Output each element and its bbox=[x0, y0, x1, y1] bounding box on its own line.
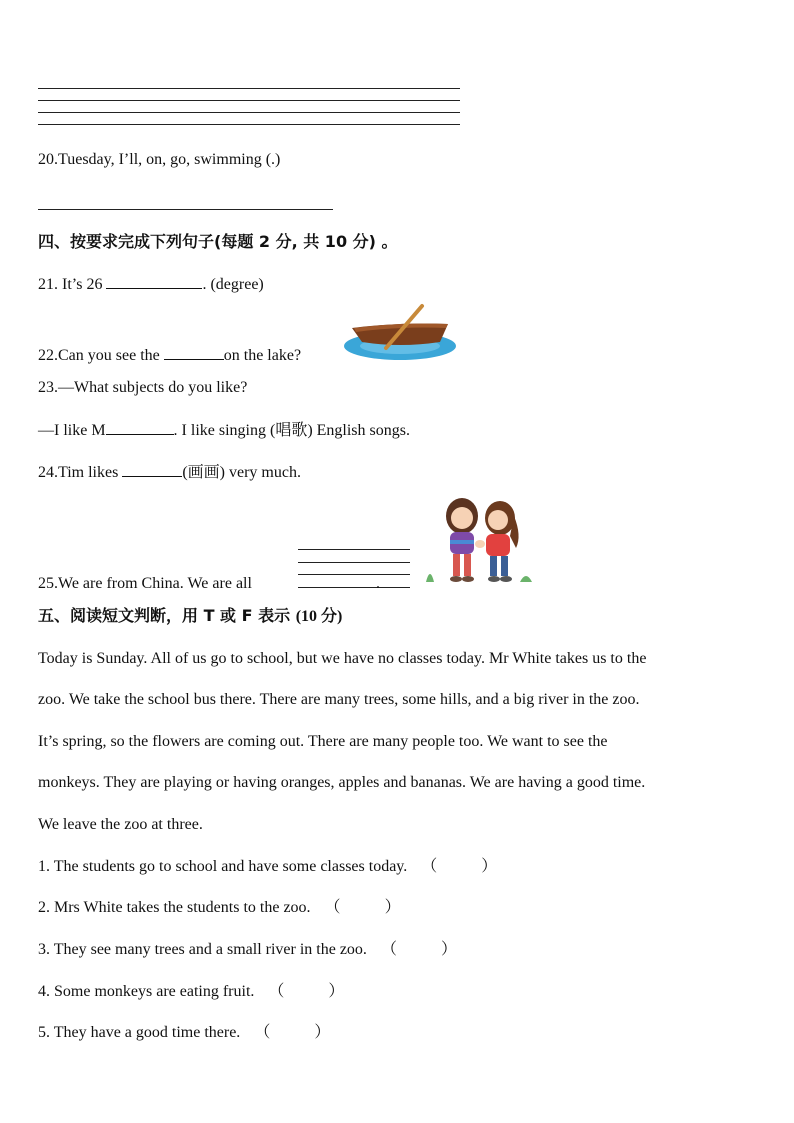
statement-1 bbox=[38, 857, 497, 877]
answer-paren-close: ） bbox=[314, 1024, 331, 1041]
q25-answer-line[interactable] bbox=[298, 549, 410, 550]
answer-paren-open: （ bbox=[254, 1024, 271, 1041]
q25-text-after: . bbox=[375, 575, 380, 592]
q21-blank[interactable] bbox=[106, 274, 202, 289]
boat-illustration bbox=[342, 302, 458, 362]
answer-23 bbox=[38, 420, 410, 441]
statement-text: 2. Mrs White takes the students to the zoo. bbox=[38, 899, 311, 916]
answer-paren-close: ） bbox=[384, 899, 401, 916]
q25-text-before: 25.We are from China. We are all bbox=[38, 575, 256, 592]
q22-blank[interactable] bbox=[164, 345, 224, 360]
q25-answer-line[interactable] bbox=[298, 562, 410, 563]
q22-text-before: 22.Can you see the bbox=[38, 347, 164, 364]
statement-text: 5. They have a good time there. bbox=[38, 1024, 241, 1041]
question-25 bbox=[38, 574, 380, 594]
girl-left bbox=[446, 498, 478, 582]
answer-paren-open: （ bbox=[421, 858, 438, 875]
answer-line bbox=[38, 112, 460, 113]
statement-text: 3. They see many trees and a small river in the zoo. bbox=[38, 941, 367, 958]
statement-5 bbox=[38, 1023, 330, 1043]
q24-text-before: 24.Tim likes bbox=[38, 464, 123, 481]
statement-2 bbox=[38, 898, 401, 918]
answer-paren-open: （ bbox=[268, 983, 285, 1000]
q23-blank[interactable] bbox=[106, 420, 174, 435]
passage-line: We leave the zoo at three. bbox=[38, 816, 203, 833]
q24-blank[interactable] bbox=[122, 462, 182, 477]
statement-3 bbox=[38, 940, 457, 960]
passage-line: zoo. We take the school bus there. There are many trees, some hills, and a big river in the zoo. bbox=[38, 691, 640, 708]
q22-text-after: on the lake? bbox=[223, 347, 302, 364]
answer-paren-open: （ bbox=[380, 941, 397, 958]
passage-line: Today is Sunday. All of us go to school, but we have no classes today. Mr White takes us to the bbox=[38, 650, 647, 667]
section-4-heading: 四、按要求完成下列句子(每题 2 分, 共 10 分) 。 bbox=[38, 232, 398, 251]
question-22 bbox=[38, 345, 301, 366]
q23-answer-before: —I like M bbox=[38, 422, 106, 439]
answer-paren-close: ） bbox=[328, 983, 345, 1000]
statement-text: 1. The students go to school and have some classes today. bbox=[38, 858, 408, 875]
section-5-score: (10 分) bbox=[295, 608, 343, 625]
answer-line bbox=[38, 124, 460, 125]
q21-text-after: . (degree) bbox=[202, 276, 264, 293]
section-5-heading bbox=[38, 606, 342, 627]
statement-4 bbox=[38, 982, 344, 1002]
answer-paren-open: （ bbox=[324, 899, 341, 916]
two-girls-illustration bbox=[424, 496, 536, 590]
answer-paren-close: ） bbox=[440, 941, 457, 958]
passage-line: monkeys. They are playing or having oranges, apples and bananas. We are having a good time. bbox=[38, 774, 646, 791]
passage-line: It’s spring, so the flowers are coming out. There are many people too. We want to see the bbox=[38, 733, 608, 750]
question-20: 20.Tuesday, I’ll, on, go, swimming (.) bbox=[38, 151, 281, 168]
q23-answer-after: . I like singing (唱歌) English songs. bbox=[173, 422, 410, 439]
answer-line bbox=[38, 88, 460, 89]
question-24 bbox=[38, 462, 301, 483]
answer-line-20[interactable] bbox=[38, 209, 333, 210]
q24-text-after: (画画) very much. bbox=[182, 464, 301, 481]
question-23: 23.—What subjects do you like? bbox=[38, 379, 248, 396]
question-21 bbox=[38, 274, 264, 295]
answer-paren-close: ） bbox=[481, 858, 498, 875]
section-5-title: 五、阅读短文判断，用 T 或 F 表示 bbox=[38, 606, 291, 625]
girl-right bbox=[485, 501, 519, 582]
statement-text: 4. Some monkeys are eating fruit. bbox=[38, 983, 255, 1000]
q21-text-before: 21. It’s 26 bbox=[38, 276, 107, 293]
answer-line bbox=[38, 100, 460, 101]
